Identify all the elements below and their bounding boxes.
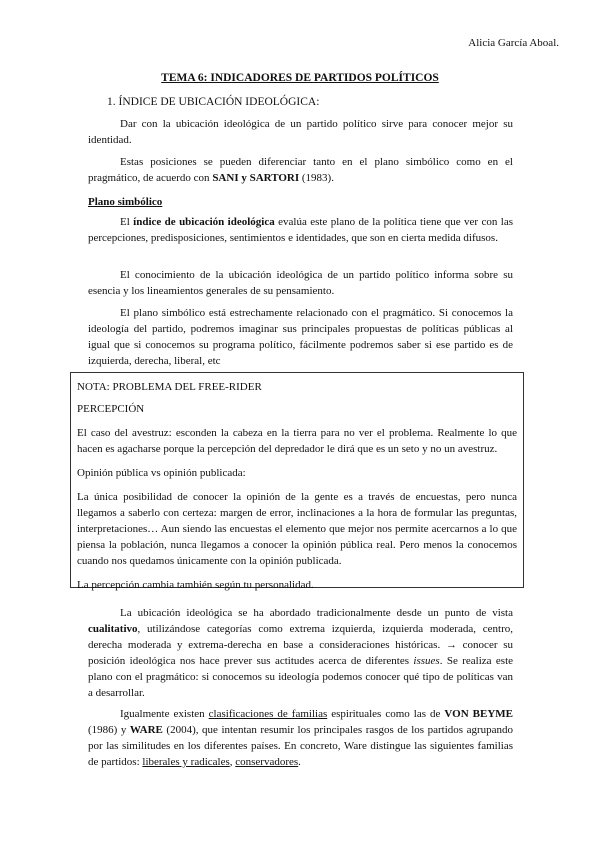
paragraph-7: Igualmente existen clasificaciones de familias espirituales como las de VON BEYME (1986) y WARE (2004), que intentan resumir los principales rasgos de los partidos agrupando por las similitudes en los diferentes países. En concreto, Ware distingue las siguientes familias de partidos: liberales y radicales, conservadores. [88, 708, 513, 768]
paragraph-1: Dar con la ubicación ideológica de un partido político sirve para conocer mejor su identidad. [88, 118, 513, 146]
paragraph-5: El plano simbólico está estrechamente relacionado con el pragmático. Si conocemos la ideología del partido, podremos imaginar sus principales propuestas de políticas públicas al igual que si conocemos su programa político, fácilmente podremos saber si ese partido es de izquierda, derecha, liberal, etc [88, 307, 513, 367]
note-perception-heading: PERCEPCIÓN [77, 403, 145, 415]
page-title: TEMA 6: INDICADORES DE PARTIDOS POLÍTICOS [161, 72, 439, 84]
subheading-plano-simbolico: Plano simbólico [88, 196, 163, 208]
paragraph-2: Estas posiciones se pueden diferenciar tanto en el plano simbólico como en el pragmático, de acuerdo con SANI y SARTORI (1983). [88, 156, 513, 184]
author-ref-sani-sartori: SANI y SARTORI [212, 172, 300, 184]
section-heading [107, 96, 319, 108]
note-title: NOTA: PROBLEMA DEL FREE-RIDER [77, 381, 262, 393]
paragraph-3: El índice de ubicación ideológica evalúa este plano de la política tiene que ver con las percepciones, predisposiciones, sentimientos e identidades, que son en cierta medida difusos. [88, 216, 513, 244]
section-title: ÍNDICE DE UBICACIÓN IDEOLÓGICA: [118, 96, 320, 108]
key-term: índice de ubicación ideológica [133, 216, 275, 228]
note-opinion-heading: Opinión pública vs opinión publicada: [77, 467, 246, 479]
author-header: Alicia García Aboal. [468, 37, 559, 49]
note-personality-text: La percepción cambia también según tu personalidad. [77, 579, 314, 591]
link-clasificaciones: clasificaciones de familias [208, 708, 328, 720]
note-box [70, 372, 524, 591]
paragraph-4: El conocimiento de la ubicación ideológica de un partido político informa sobre su esencia y los lineamientos generales de su pensamiento. [88, 269, 513, 297]
section-number: 1. [107, 96, 116, 108]
note-opinion-text: La única posibilidad de conocer la opinión de la gente es a través de encuestas, pero nunca llegamos a saberlo con certeza: margen de error, inclinaciones a la hora de formular las preguntas, interpretaciones… Aun siendo las encuestas el elemento que mejor nos permite acercarnos a lo que piensa la población, nunca llegamos a conocer la opinión pública real. Pero menos la conocemos cuando nos quedamos únicamente con la opinión publicada. [77, 491, 517, 567]
note-ostrich-text: El caso del avestruz: esconden la cabeza en la tierra para no ver el problema. Realmente lo que hacen es agacharse porque la percepción del depredador le dirá que es un seto y no un avestruz. [77, 427, 517, 455]
arrow-icon: → [445, 639, 457, 651]
paragraph-6: La ubicación ideológica se ha abordado tradicionalmente desde un punto de vista cualitativo, utilizándose categorías como extrema izquierda, izquierda moderada, centro, derecha moderada y extrema-derecha en base a consideraciones históricas. → conocer su posición ideológica nos hace prever sus actitudes acerca de diferentes issues. Se realiza este plano con el pragmático: si conocemos su ideología podemos conocer qué tipo de políticas van a desarrollar. [88, 607, 514, 699]
